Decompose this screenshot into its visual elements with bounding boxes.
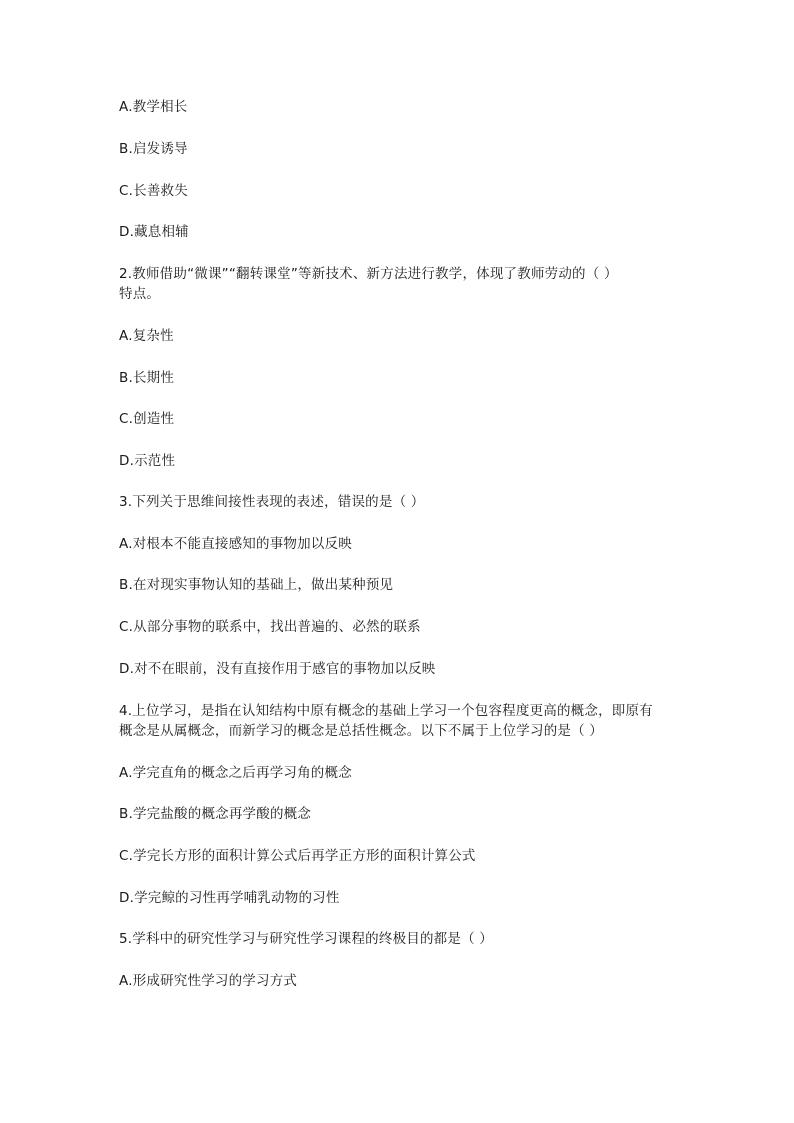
q3-question: 3.下列关于思维间接性表现的表述，错误的是（ ）: [119, 494, 425, 510]
q4-question-line-2: 概念是从属概念，而新学习的概念是总括性概念。以下不属于上位学习的是（ ）: [119, 723, 603, 739]
q1-option-d: D.藏息相辅: [119, 224, 189, 240]
q4-option-a: A.学完直角的概念之后再学习角的概念: [119, 765, 352, 781]
q4-option-b: B.学完盐酸的概念再学酸的概念: [119, 806, 312, 822]
q3-option-a: A.对根本不能直接感知的事物加以反映: [119, 536, 352, 552]
q2-option-c: C.创造性: [119, 411, 175, 427]
q2-option-b: B.长期性: [119, 370, 175, 386]
q3-option-c: C.从部分事物的联系中，找出普遍的、必然的联系: [119, 619, 421, 635]
q2-option-d: D.示范性: [119, 453, 176, 469]
q2-option-a: A.复杂性: [119, 328, 174, 344]
q3-option-d: D.对不在眼前，没有直接作用于感官的事物加以反映: [119, 661, 436, 677]
q5-option-a: A.形成研究性学习的学习方式: [119, 973, 298, 989]
q1-option-c: C.长善救失: [119, 183, 188, 199]
q2-question-line-1: 2.教师借助“微课”“翻转课堂”等新技术、新方法进行教学，体现了教师劳动的（ ）: [119, 266, 618, 282]
q5-question: 5.学科中的研究性学习与研究性学习课程的终极目的都是（ ）: [119, 931, 493, 947]
q3-option-b: B.在对现实事物认知的基础上，做出某种预见: [119, 577, 394, 593]
q4-option-d: D.学完鲸的习性再学哺乳动物的习性: [119, 890, 340, 906]
q2-question-line-2: 特点。: [119, 286, 161, 302]
q4-question-line-1: 4.上位学习，是指在认知结构中原有概念的基础上学习一个包容程度更高的概念，即原有: [119, 703, 653, 719]
q4-option-c: C.学完长方形的面积计算公式后再学正方形的面积计算公式: [119, 848, 476, 864]
q1-option-a: A.教学相长: [119, 99, 188, 115]
q1-option-b: B.启发诱导: [119, 141, 188, 157]
